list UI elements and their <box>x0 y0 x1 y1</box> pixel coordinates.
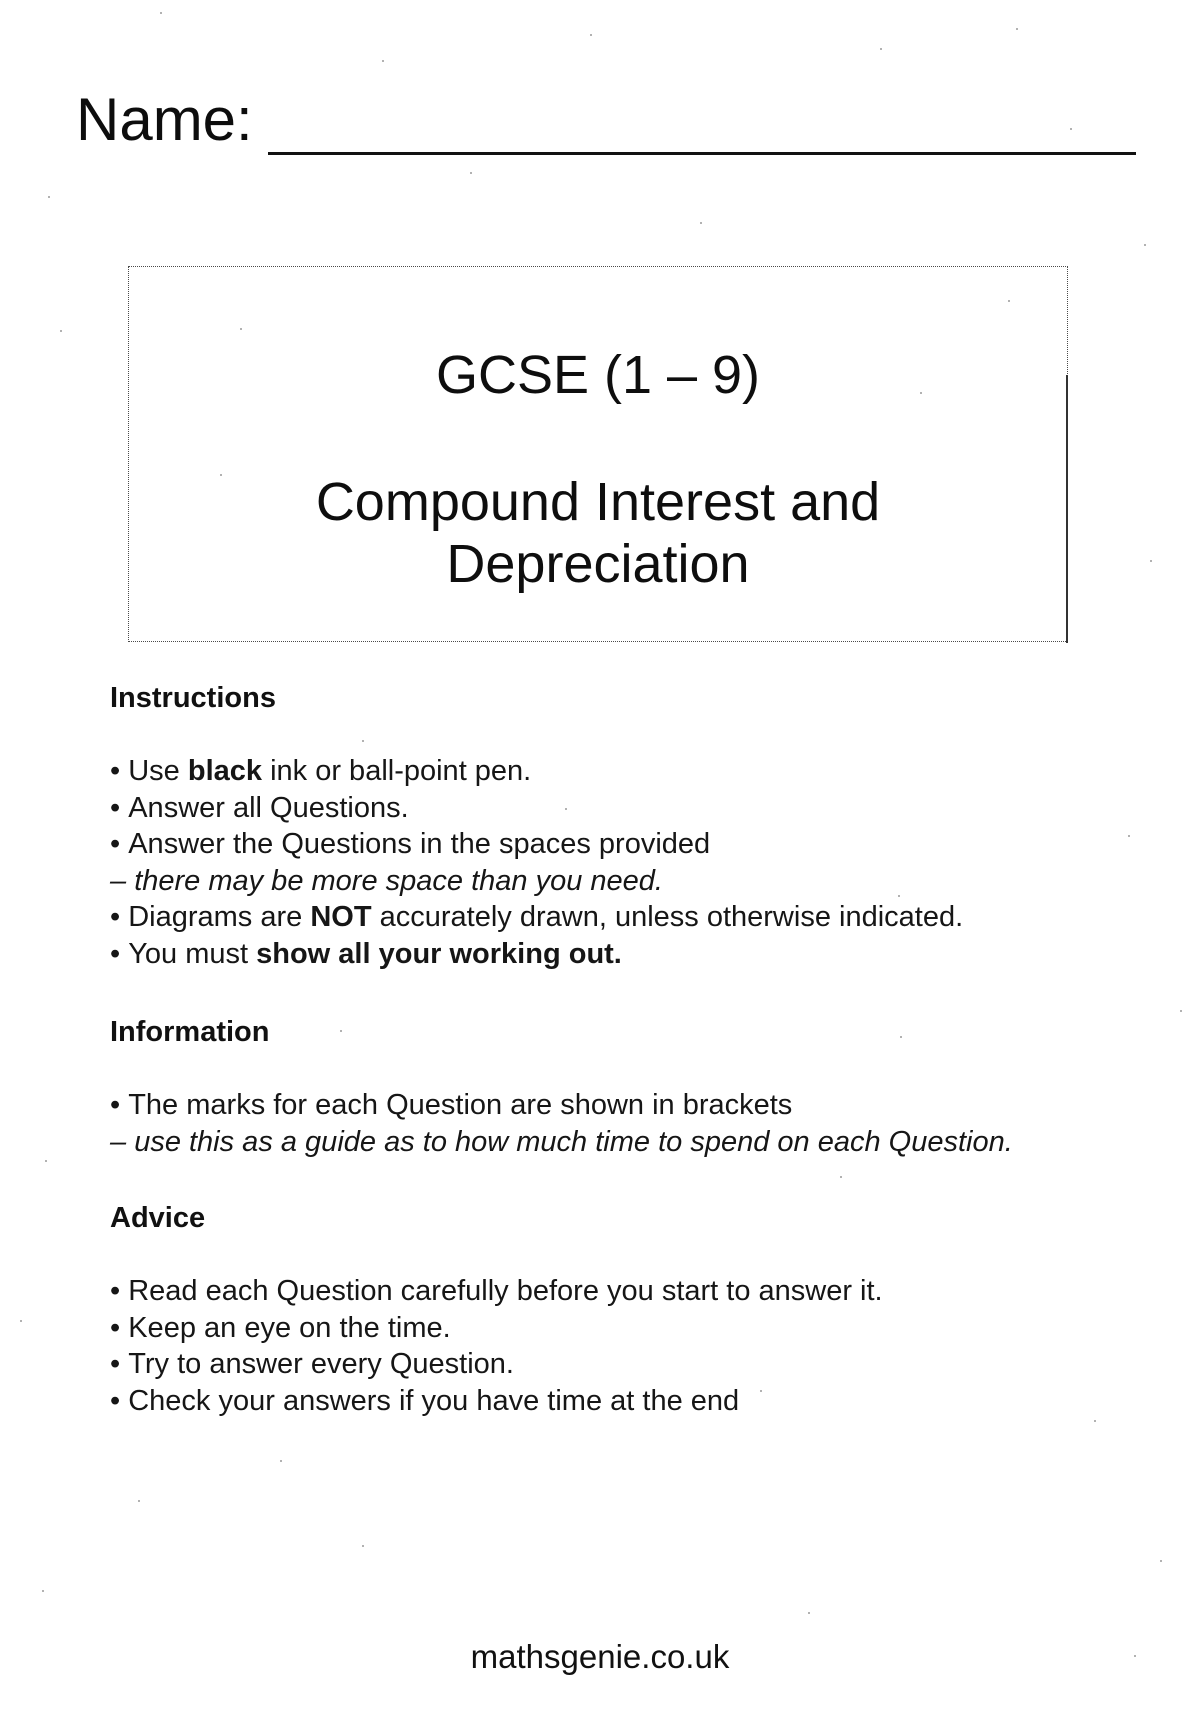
exam-level-title: GCSE (1 – 9) <box>435 345 761 405</box>
list-item-note: – use this as a guide as to how much time to spend on each Question. <box>110 1124 1160 1161</box>
list-item: • Keep an eye on the time. <box>110 1310 1160 1347</box>
topic-title <box>129 471 1067 595</box>
advice-list <box>110 1273 1160 1419</box>
information-section <box>110 1014 1160 1160</box>
instructions-list <box>110 753 1160 972</box>
list-item: • The marks for each Question are shown in brackets <box>110 1087 1160 1124</box>
topic-title-line-1: Compound Interest and <box>315 472 881 532</box>
list-item-note: – there may be more space than you need. <box>110 863 1160 900</box>
information-list <box>110 1087 1160 1160</box>
list-item: • Try to answer every Question. <box>110 1346 1160 1383</box>
name-row <box>76 84 1136 164</box>
list-item: • You must show all your working out. <box>110 936 1160 973</box>
list-item: • Answer the Questions in the spaces provided <box>110 826 1160 863</box>
website-footer: mathsgenie.co.uk <box>470 1638 730 1675</box>
list-item: • Check your answers if you have time at the end <box>110 1383 1160 1420</box>
information-heading: Information <box>110 1016 270 1048</box>
topic-title-line-2: Depreciation <box>446 534 750 594</box>
list-item: • Diagrams are NOT accurately drawn, unless otherwise indicated. <box>110 899 1160 936</box>
instructions-section <box>110 680 1160 972</box>
advice-section <box>110 1200 1160 1419</box>
name-label: Name: <box>76 86 253 153</box>
list-item: • Read each Question carefully before you start to answer it. <box>110 1273 1160 1310</box>
name-write-line <box>268 152 1136 155</box>
title-box <box>128 266 1068 642</box>
instructions-heading: Instructions <box>110 682 276 714</box>
list-item: • Answer all Questions. <box>110 790 1160 827</box>
list-item: • Use black ink or ball-point pen. <box>110 753 1160 790</box>
advice-heading: Advice <box>110 1202 206 1234</box>
